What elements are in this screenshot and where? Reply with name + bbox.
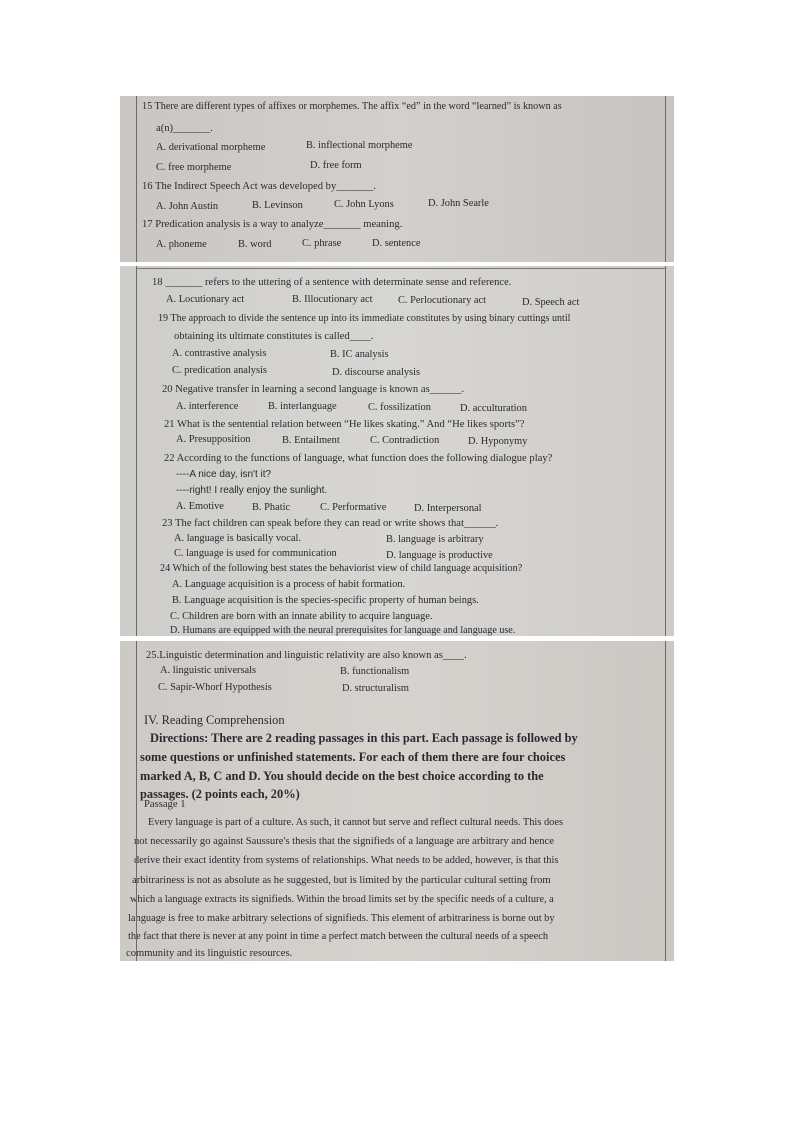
photo-excerpt-questions-18-24 — [120, 266, 674, 636]
question-19-option-a: A. contrastive analysis — [172, 348, 267, 359]
question-22-option-a: A. Emotive — [176, 501, 224, 512]
question-22-dialogue-line-1: ----A nice day, isn't it? — [176, 469, 272, 480]
question-19-option-d: D. discourse analysis — [332, 367, 421, 378]
question-15-option-b: B. inflectional morpheme — [306, 140, 413, 151]
directions-line-3: marked A, B, C and D. You should decide on the best choice according to the — [140, 769, 544, 783]
question-17-option-c: C. phrase — [302, 238, 342, 249]
directions-line-2: some questions or unfinished statements. For each of them there are four choices — [140, 750, 566, 764]
question-17-option-a: A. phoneme — [156, 239, 207, 250]
question-24-stem: 24 Which of the following best states the behaviorist view of child language acquisition? — [160, 563, 523, 574]
passage-line-4: arbitrariness is not as absolute as he suggested, but is limited by the particular cultural setting from — [132, 875, 551, 886]
question-15-stem-cont: a(n)_______. — [156, 123, 213, 134]
question-25-stem: 25.Linguistic determination and linguistic relativity are also known as____. — [146, 650, 467, 661]
question-18-option-c: C. Perlocutionary act — [398, 295, 487, 306]
question-17-option-b: B. word — [238, 239, 272, 250]
question-18-stem: 18 _______ refers to the uttering of a sentence with determinate sense and reference. — [152, 277, 512, 288]
directions-line-1: Directions: There are 2 reading passages in this part. Each passage is followed by — [150, 731, 578, 745]
photo-excerpt-question-25-and-reading — [120, 641, 674, 961]
question-21-option-a: A. Presupposition — [176, 434, 251, 445]
question-15-option-d: D. free form — [310, 160, 362, 171]
question-19-stem: 19 The approach to divide the sentence up into its immediate constitutes by using binary cuttings until — [158, 313, 571, 324]
question-23-stem: 23 The fact children can speak before they can read or write shows that______. — [162, 518, 499, 529]
question-20-option-b: B. interlanguage — [268, 401, 337, 412]
question-22-dialogue-line-2: ----right! I really enjoy the sunlight. — [176, 485, 328, 496]
question-25-option-a: A. linguistic universals — [160, 665, 257, 676]
question-20-option-a: A. interference — [176, 401, 239, 412]
question-18-option-a: A. Locutionary act — [166, 294, 245, 305]
passage-line-5: which a language extracts its signifieds. Within the broad limits set by the specific needs of a culture, a — [130, 894, 554, 905]
question-16-option-a: A. John Austin — [156, 201, 219, 212]
question-20-option-d: D. acculturation — [460, 403, 527, 414]
question-22-option-c: C. Performative — [320, 502, 387, 513]
question-21-option-b: B. Entailment — [282, 435, 340, 446]
question-18-option-b: B. Illocutionary act — [292, 294, 373, 305]
photo-excerpt-questions-15-17 — [120, 96, 674, 262]
question-23-option-b: B. language is arbitrary — [386, 534, 484, 545]
question-19-stem-cont: obtaining its ultimate constitutes is called____. — [174, 331, 374, 342]
passage-line-3: derive their exact identity from systems of relationships. What needs to be added, however, is that this — [134, 855, 559, 866]
question-18-option-d: D. Speech act — [522, 297, 580, 308]
question-17-option-d: D. sentence — [372, 238, 421, 249]
passage-line-6: language is free to make arbitrary selections of signifieds. This element of arbitrariness is borne out by — [128, 913, 555, 924]
question-16-option-b: B. Levinson — [252, 200, 303, 211]
directions-line-4: passages. (2 points each, 20%) — [140, 787, 300, 801]
question-17-stem: 17 Predication analysis is a way to analyze_______ meaning. — [142, 219, 403, 230]
question-25-option-d: D. structuralism — [342, 683, 409, 694]
question-24-option-b: B. Language acquisition is the species-specific property of human beings. — [172, 595, 479, 606]
question-24-option-c: C. Children are born with an innate ability to acquire language. — [170, 611, 433, 622]
question-15-option-a: A. derivational morpheme — [156, 142, 266, 153]
question-20-option-c: C. fossilization — [368, 402, 431, 413]
question-23-option-d: D. language is productive — [386, 550, 493, 561]
question-21-stem: 21 What is the sentential relation between “He likes skating.” And “He likes sports”? — [164, 419, 525, 430]
question-21-option-d: D. Hyponymy — [468, 436, 528, 447]
question-16-option-c: C. John Lyons — [334, 199, 394, 210]
question-15-stem: 15 There are different types of affixes or morphemes. The affix “ed” in the word “learned” is known as — [142, 101, 562, 112]
question-22-stem: 22 According to the functions of language, what function does the following dialogue play? — [164, 453, 553, 464]
question-25-option-b: B. functionalism — [340, 666, 410, 677]
passage-line-1: Every language is part of a culture. As such, it cannot but serve and reflect cultural needs. This does — [148, 817, 564, 828]
section-heading: IV. Reading Comprehension — [144, 713, 285, 727]
passage-line-7: the fact that there is never at any point in time a perfect match between the cultural needs of a speech — [128, 931, 549, 942]
question-16-option-d: D. John Searle — [428, 198, 489, 209]
question-24-option-d: D. Humans are equipped with the neural prerequisites for language and language use. — [170, 625, 516, 636]
question-23-option-a: A. language is basically vocal. — [174, 533, 301, 544]
question-24-option-a: A. Language acquisition is a process of habit formation. — [172, 579, 406, 590]
question-22-option-d: D. Interpersonal — [414, 503, 482, 514]
question-23-option-c: C. language is used for communication — [174, 548, 337, 559]
question-19-option-c: C. predication analysis — [172, 365, 267, 376]
question-22-option-b: B. Phatic — [252, 502, 291, 513]
question-15-option-c: C. free morpheme — [156, 162, 232, 173]
passage-line-8: community and its linguistic resources. — [126, 948, 293, 959]
question-19-option-b: B. IC analysis — [330, 349, 389, 360]
passage-line-2: not necessarily go against Saussure's thesis that the signifieds of a language are arbitrary and hence — [134, 836, 554, 847]
table-rule — [136, 268, 666, 269]
question-25-option-c: C. Sapir-Whorf Hypothesis — [158, 682, 272, 693]
question-16-stem: 16 The Indirect Speech Act was developed by_______. — [142, 181, 376, 192]
question-20-stem: 20 Negative transfer in learning a second language is known as______. — [162, 384, 465, 395]
question-21-option-c: C. Contradiction — [370, 435, 440, 446]
passage-label: Passage 1 — [144, 799, 186, 810]
